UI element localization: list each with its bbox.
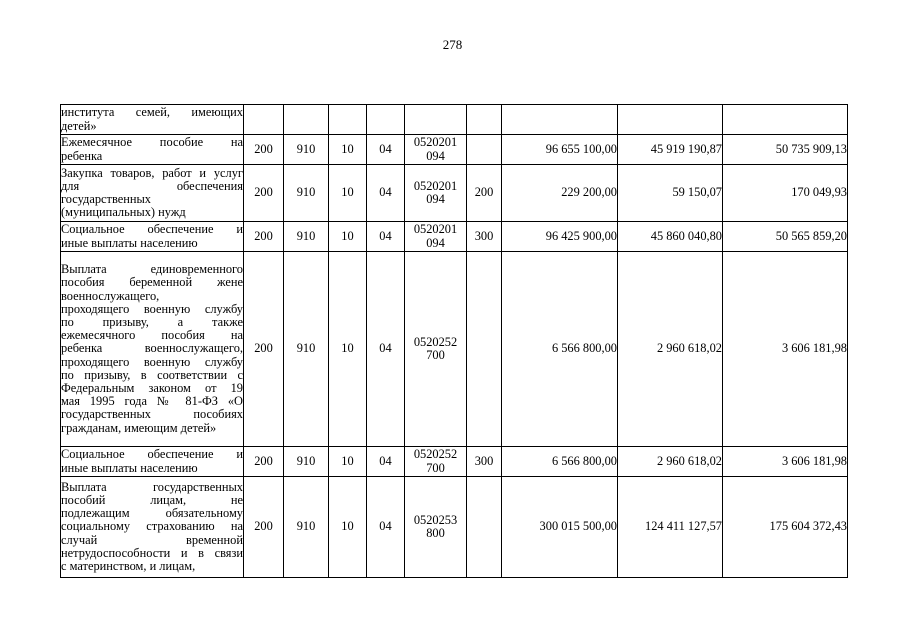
- column-target-article: 0520253 800: [405, 477, 467, 578]
- column-expense-type: [467, 105, 502, 135]
- column-remaining: 50 565 859,20: [723, 222, 848, 252]
- column-subsection: 04: [367, 222, 405, 252]
- row-name: [61, 477, 244, 578]
- column-remaining: [723, 105, 848, 135]
- column-subsection: 04: [367, 477, 405, 578]
- row-name-line: Федеральным законом от 19: [61, 381, 243, 395]
- column-code-2: 910: [284, 165, 329, 222]
- row-name-line: ежемесячного пособия на: [61, 328, 243, 343]
- column-executed: 2 960 618,02: [618, 447, 723, 477]
- column-approved: 96 655 100,00: [502, 135, 618, 165]
- column-approved: 6 566 800,00: [502, 447, 618, 477]
- column-executed: 2 960 618,02: [618, 252, 723, 447]
- column-section: [329, 105, 367, 135]
- column-executed: 45 860 040,80: [618, 222, 723, 252]
- column-approved: 6 566 800,00: [502, 252, 618, 447]
- column-executed: 59 150,07: [618, 165, 723, 222]
- row-name: [61, 105, 244, 135]
- column-code-1: 200: [244, 165, 284, 222]
- row-name-line: государственных пособиях: [61, 407, 243, 422]
- row-name-line: государственных: [61, 192, 152, 206]
- column-section: 10: [329, 477, 367, 578]
- row-name-line: Закупка товаров, работ и услуг: [61, 165, 243, 180]
- column-expense-type: 300: [467, 222, 502, 252]
- column-executed: [618, 105, 723, 135]
- column-code-1: 200: [244, 252, 284, 447]
- column-code-2: 910: [284, 477, 329, 578]
- column-code-1: 200: [244, 222, 284, 252]
- column-target-article: 0520201 094: [405, 135, 467, 165]
- table-row: [61, 447, 848, 477]
- column-code-2: 910: [284, 135, 329, 165]
- column-section: 10: [329, 222, 367, 252]
- row-name-line: нетрудоспособности и в связи: [61, 545, 243, 560]
- column-approved: 300 015 500,00: [502, 477, 618, 578]
- column-executed: 124 411 127,57: [618, 477, 723, 578]
- row-name-line: (муниципальных) нужд: [61, 205, 186, 220]
- column-approved: 229 200,00: [502, 165, 618, 222]
- column-code-1: 200: [244, 447, 284, 477]
- column-code-1: [244, 105, 284, 135]
- row-name-line: пособий лицам, не: [61, 492, 243, 507]
- row-name-line: мая 1995 года № 81-ФЗ «О: [61, 394, 243, 409]
- table-row: [61, 222, 848, 252]
- table-body: [61, 105, 848, 578]
- column-approved: 96 425 900,00: [502, 222, 618, 252]
- column-target-article: 0520252 700: [405, 252, 467, 447]
- column-code-2: [284, 105, 329, 135]
- row-name-line: по призыву, а также: [61, 314, 243, 329]
- column-approved: [502, 105, 618, 135]
- row-name-line: Ежемесячное пособие на: [61, 135, 243, 150]
- page-number: 278: [442, 37, 463, 52]
- column-remaining: 170 049,93: [723, 165, 848, 222]
- row-name-line: детей»: [61, 118, 97, 133]
- column-section: 10: [329, 135, 367, 165]
- row-name-line: Выплата государственных: [61, 479, 243, 494]
- column-code-1: 200: [244, 477, 284, 578]
- table-row: [61, 165, 848, 222]
- column-subsection: 04: [367, 135, 405, 165]
- row-name-line: Выплата единовременного: [61, 262, 243, 277]
- column-remaining: 3 606 181,98: [723, 447, 848, 477]
- column-subsection: 04: [367, 252, 405, 447]
- row-name-line: пособия беременной жене: [61, 275, 243, 290]
- budget-table: [60, 104, 848, 578]
- row-name-line: подлежащим обязательному: [61, 506, 243, 521]
- row-name-line: для обеспечения: [61, 178, 243, 193]
- column-expense-type: 200: [467, 165, 502, 222]
- column-remaining: 175 604 372,43: [723, 477, 848, 578]
- column-code-1: 200: [244, 135, 284, 165]
- column-target-article: 0520252 700: [405, 447, 467, 477]
- column-section: 10: [329, 165, 367, 222]
- column-remaining: 3 606 181,98: [723, 252, 848, 447]
- table-row: [61, 135, 848, 165]
- column-subsection: 04: [367, 447, 405, 477]
- column-expense-type: [467, 477, 502, 578]
- column-target-article: [405, 105, 467, 135]
- row-name-line: Социальное обеспечение и: [61, 447, 243, 462]
- column-subsection: 04: [367, 165, 405, 222]
- row-name: [61, 447, 244, 477]
- row-name-line: с материнством, и лицам,: [61, 559, 196, 573]
- column-code-2: 910: [284, 252, 329, 447]
- row-name: [61, 222, 244, 252]
- row-name-line: Социальное обеспечение и: [61, 222, 243, 237]
- row-name-line: случай временной: [61, 532, 243, 547]
- row-name-line: проходящего военную службу: [61, 354, 243, 369]
- column-expense-type: [467, 252, 502, 447]
- row-name-line: ребенка: [61, 148, 103, 163]
- column-target-article: 0520201 094: [405, 222, 467, 252]
- table-row: [61, 252, 848, 447]
- row-name-line: гражданам, имеющим детей»: [61, 420, 217, 435]
- column-executed: 45 919 190,87: [618, 135, 723, 165]
- column-subsection: [367, 105, 405, 135]
- row-name-line: ребенка военнослужащего,: [61, 341, 243, 356]
- table-row: [61, 477, 848, 578]
- table-row: [61, 105, 848, 135]
- row-name-line: военнослужащего,: [61, 288, 160, 303]
- row-name: [61, 135, 244, 165]
- row-name-line: иные выплаты населению: [61, 235, 198, 250]
- column-expense-type: [467, 135, 502, 165]
- column-expense-type: 300: [467, 447, 502, 477]
- row-name: [61, 252, 244, 447]
- column-code-2: 910: [284, 222, 329, 252]
- row-name-line: по призыву, в соответствии с: [61, 367, 243, 382]
- column-remaining: 50 735 909,13: [723, 135, 848, 165]
- row-name-line: проходящего военную службу: [61, 301, 243, 316]
- column-section: 10: [329, 447, 367, 477]
- row-name-line: института семей, имеющих: [61, 105, 243, 120]
- column-section: 10: [329, 252, 367, 447]
- column-target-article: 0520201 094: [405, 165, 467, 222]
- row-name-line: социальному страхованию на: [61, 519, 243, 534]
- row-name-line: иные выплаты населению: [61, 460, 198, 475]
- row-name: [61, 165, 244, 222]
- column-code-2: 910: [284, 447, 329, 477]
